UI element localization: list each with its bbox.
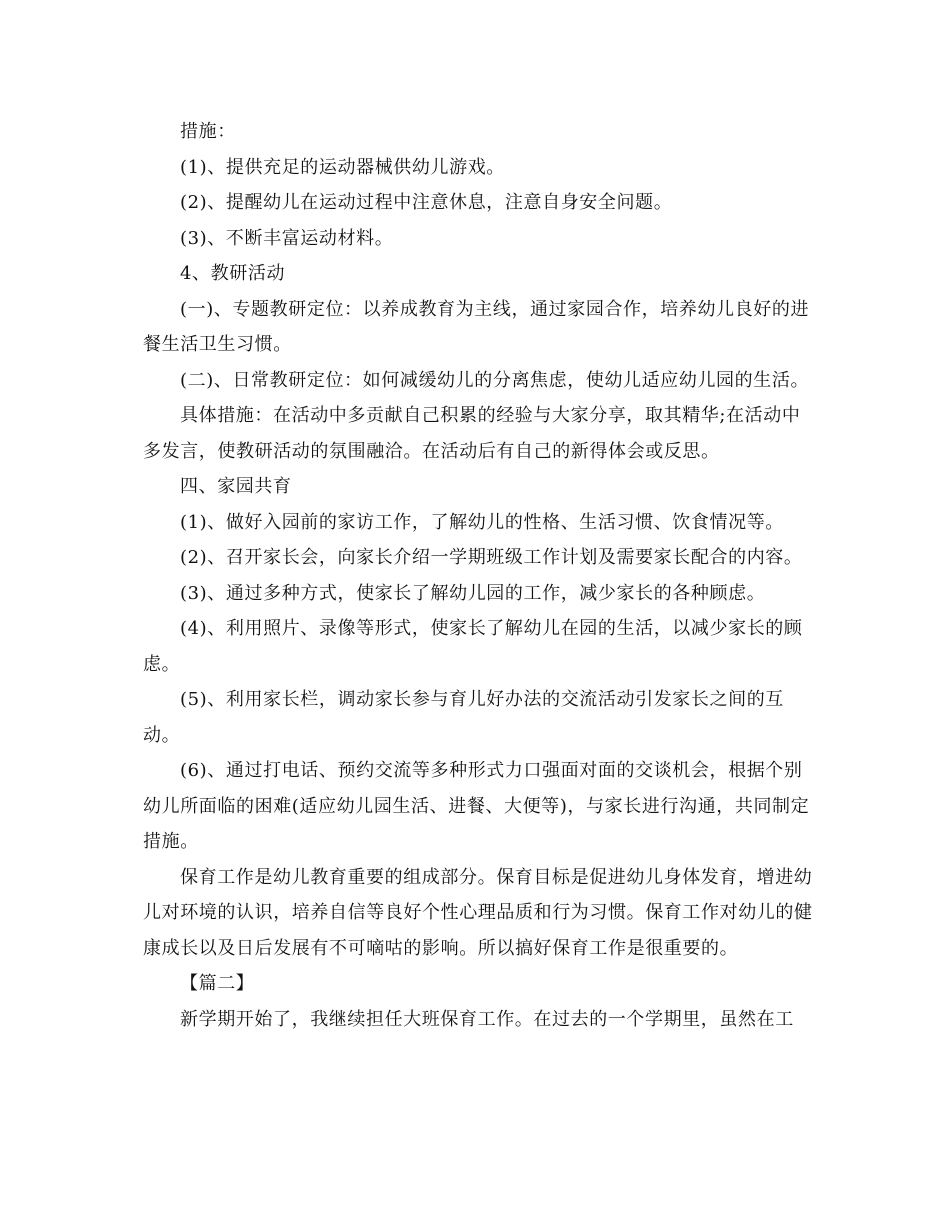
paragraph-home-6: (6)、通过打电话、预约交流等多种形式力口强面对面的交谈机会，根据个别幼儿所面临的困难(适应幼儿园生活、进餐、大便等)，与家长进行沟通，共同制定措施。 [143,760,810,852]
section-heading-part-two: 【篇二】 [180,973,255,994]
paragraph-measures-heading: 措施： [180,121,236,142]
paragraph-part-two-intro: 新学期开始了，我继续担任大班保育工作。在过去的一个学期里，虽然在工 [180,1008,794,1030]
paragraph-research-topic: (一)、专题教研定位：以养成教育为主线，通过家园合作，培养幼儿良好的进餐生活卫生习惯。 [143,298,810,355]
paragraph-measure-1: (1)、提供充足的运动器械供幼儿游戏。 [180,156,505,178]
paragraph-home-5: (5)、利用家长栏，调动家长参与育儿好办法的交流活动引发家长之间的互动。 [143,689,784,746]
paragraph-specific-measures: 具体措施：在活动中多贡献自己积累的经验与大家分享，取其精华;在活动中多发言，使教研活动的氛围融洽。在活动后有自己的新得体会或反思。 [143,405,801,462]
paragraph-measure-2: (2)、提醒幼儿在运动过程中注意休息，注意自身安全问题。 [180,192,673,213]
section-heading-home-school: 四、家园共育 [180,476,292,497]
paragraph-care-summary: 保育工作是幼儿教育重要的组成部分。保育目标是促进幼儿身体发育，增进幼儿对环境的认识，培养自信等良好个性心理品质和行为习惯。保育工作对幼儿的健康成长以及日后发展有不可嘀咕的影响。所以搞好保育工作是很重要的。 [143,866,813,959]
paragraph-home-3: (3)、通过多种方式，使家长了解幼儿园的工作，减少家长的各种顾虑。 [180,582,766,604]
paragraph-home-2: (2)、召开家长会，向家长介绍一学期班级工作计划及需要家长配合的内容。 [180,547,803,568]
document-body [143,114,813,1037]
paragraph-home-4: (4)、利用照片、录像等形式，使家长了解幼儿在园的生活，以减少家长的顾虑。 [143,618,803,675]
section-heading-teaching-research: 4、教研活动 [180,263,286,284]
paragraph-research-daily: (二)、日常教研定位：如何减缓幼儿的分离焦虑，使幼儿适应幼儿园的生活。 [180,369,810,391]
paragraph-home-1: (1)、做好入园前的家访工作，了解幼儿的性格、生活习惯、饮食情况等。 [180,511,784,533]
paragraph-measure-3: (3)、不断丰富运动材料。 [180,227,394,249]
